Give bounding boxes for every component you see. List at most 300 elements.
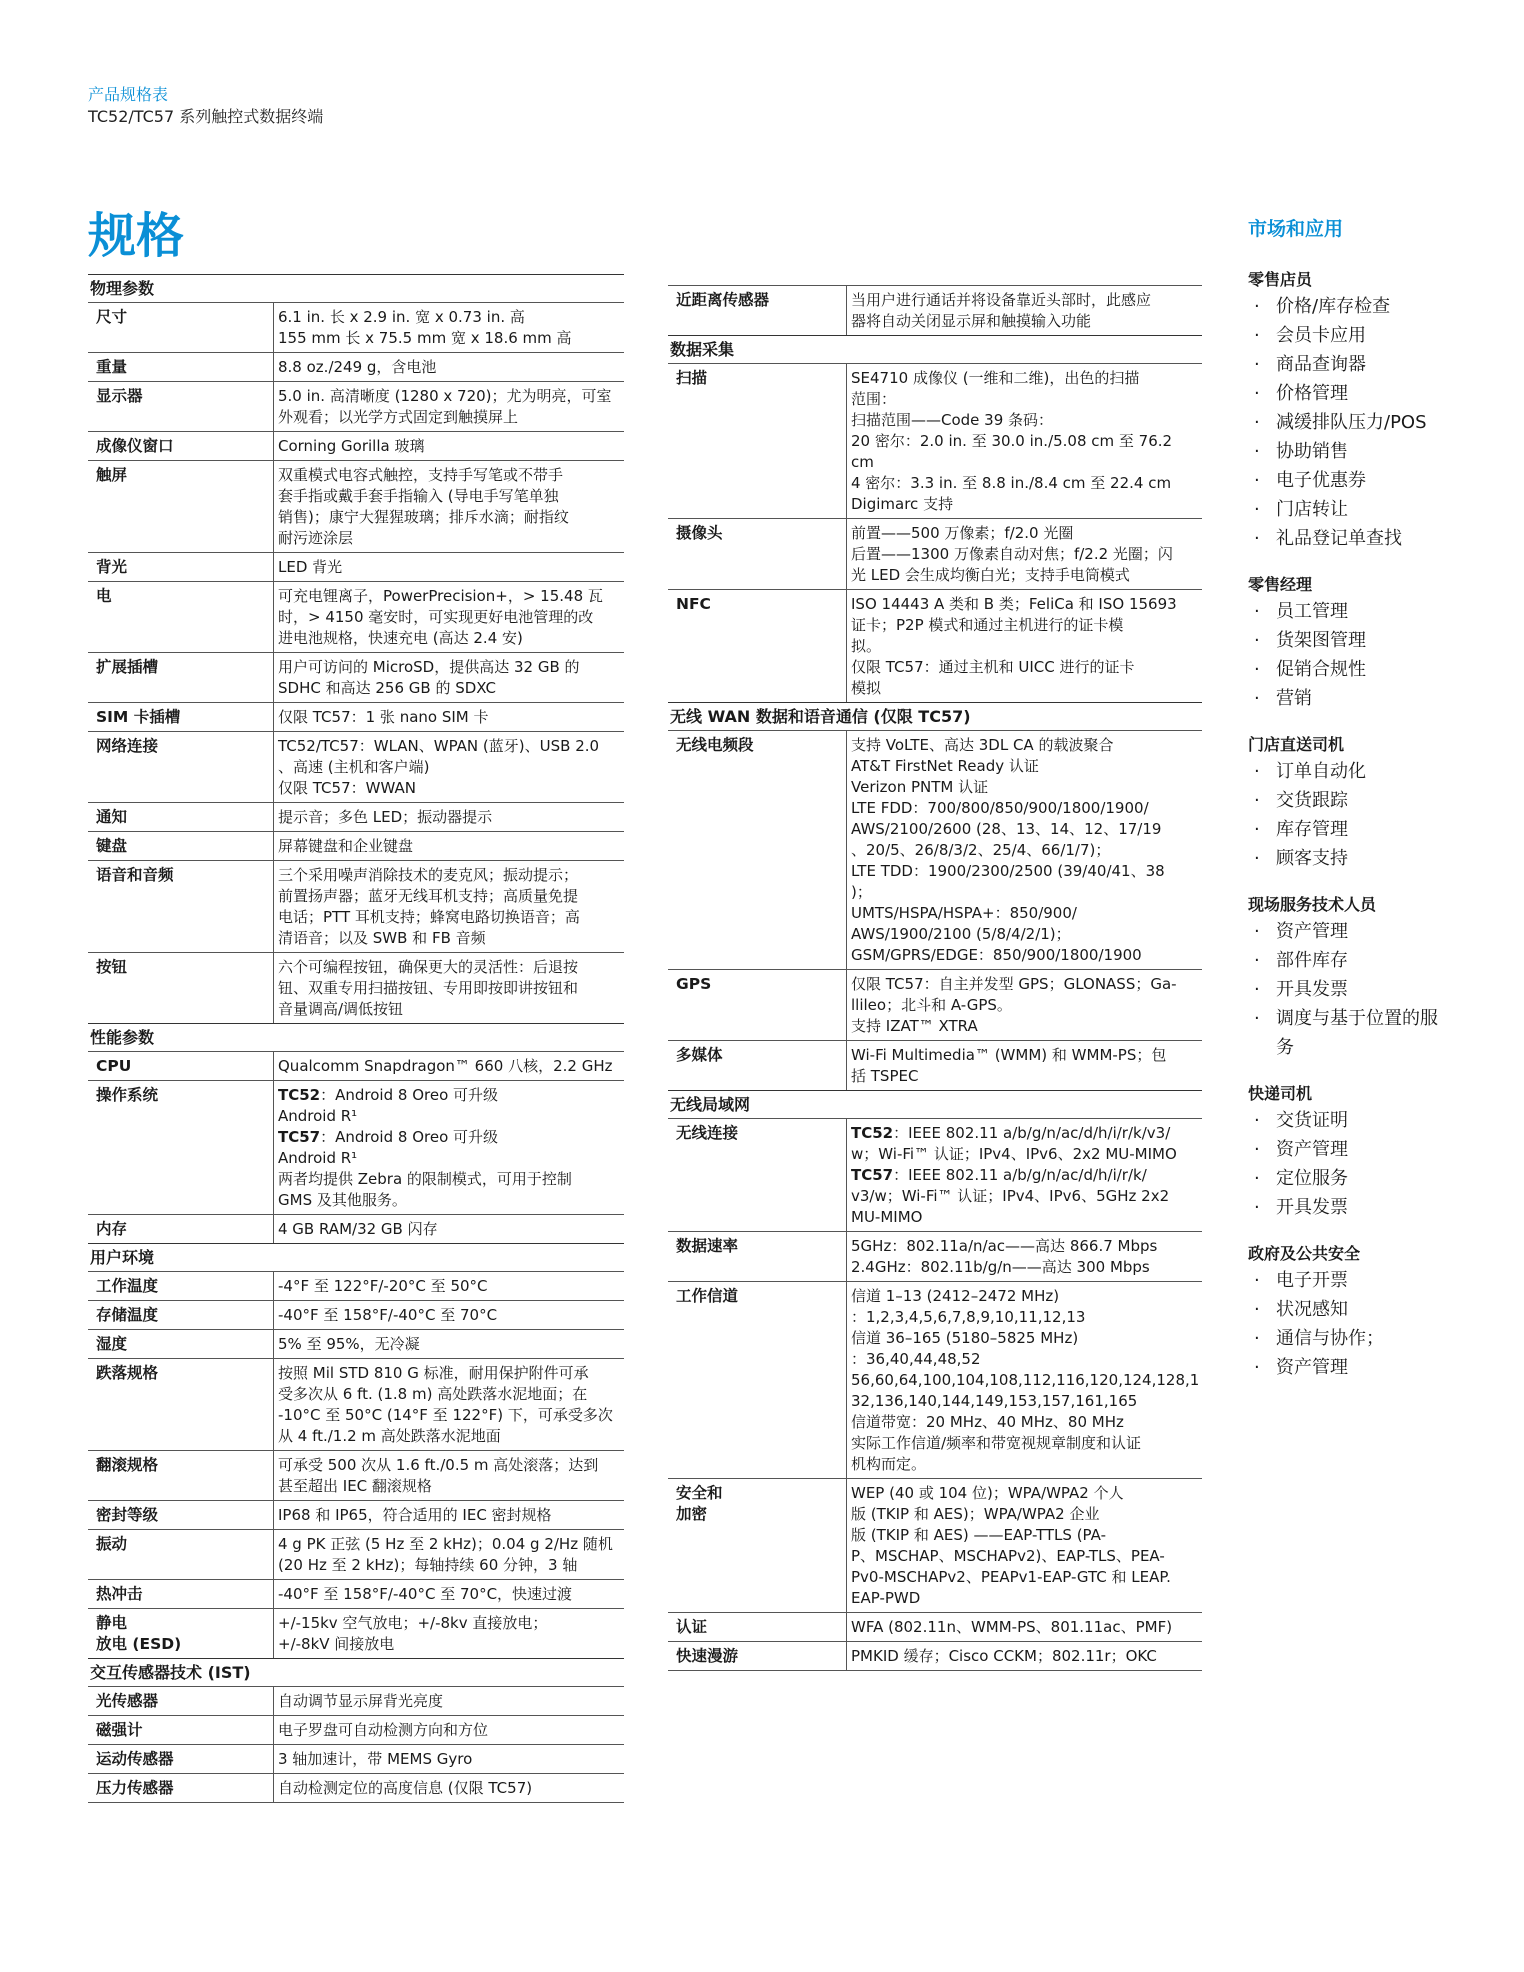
table-bottom-rule [88, 1802, 624, 1803]
spec-value-line: -10°C 至 50°C (14°F 至 122°F) 下，可承受多次 [278, 1406, 613, 1424]
spec-value-line: 前置扬声器；蓝牙无线耳机支持；高质量免提 [278, 887, 579, 905]
market-item [1248, 975, 1448, 1004]
spec-value-line: AWS/1900/2100 (5/8/4/2/1)； [851, 925, 1071, 943]
spec-value [273, 1716, 624, 1744]
spec-key: 通知 [96, 808, 128, 826]
spec-key: SIM 卡插槽 [96, 708, 181, 726]
spec-value-line: GMS 及其他服务。 [278, 1191, 407, 1209]
spec-row [668, 969, 1202, 1040]
spec-value-line: P、MSCHAP、MSCHAPv2)、EAP-TLS、PEA- [851, 1547, 1165, 1565]
spec-row [668, 730, 1202, 969]
spec-value-line: 两者均提供 Zebra 的限制模式，可用于控制 [278, 1170, 572, 1188]
market-item-label: 资产管理 [1276, 1357, 1348, 1378]
spec-row [88, 831, 624, 860]
spec-value-line: )； [851, 883, 872, 901]
spec-key: 扩展插槽 [96, 658, 159, 676]
spec-value [846, 1282, 1202, 1478]
spec-value-line: ISO 14443 A 类和 B 类；FeliCa 和 ISO 15693 [851, 595, 1177, 613]
spec-value-line: 8.8 oz./249 g，含电池 [278, 358, 437, 376]
spec-row [88, 1500, 624, 1529]
spec-key: 语音和音频 [96, 866, 174, 884]
spec-value [273, 803, 624, 831]
spec-key: 操作系统 [96, 1086, 159, 1104]
spec-value [273, 953, 624, 1023]
market-item-label: 订单自动化 [1276, 761, 1366, 782]
spec-value [846, 364, 1202, 518]
spec-value-line: Android R¹ [278, 1107, 358, 1125]
spec-value-line: UMTS/HSPA/HSPA+：850/900/ [851, 904, 1077, 922]
spec-value-line: 实际工作信道/频率和带宽视规章制度和认证 [851, 1434, 1142, 1452]
spec-value-line: 支持 IZAT™ XTRA [851, 1017, 978, 1035]
spec-value [846, 970, 1202, 1040]
bullet-icon: · [1254, 819, 1260, 840]
spec-value-line: Qualcomm Snapdragon™ 660 八核，2.2 GHz [278, 1057, 613, 1075]
spec-value-line: 自动检测定位的高度信息 (仅限 TC57) [278, 1779, 533, 1797]
spec-value-line: 外观看；以光学方式固定到触摸屏上 [278, 408, 519, 426]
spec-row [88, 302, 624, 352]
bullet-icon: · [1254, 412, 1260, 433]
spec-row [88, 1051, 624, 1080]
spec-key: 运动传感器 [96, 1750, 174, 1768]
spec-value-line: 信道 36–165 (5180–5825 MHz) [851, 1329, 1079, 1347]
spec-value-line: 双重模式电容式触控，支持手写笔或不带手 [278, 466, 564, 484]
spec-value-line: 钮、双重专用扫描按钮、专用即按即讲按钮和 [278, 979, 579, 997]
spec-value [273, 1745, 624, 1773]
spec-key: 键盘 [96, 837, 128, 855]
spec-value-line: AT&T FirstNet Ready 认证 [851, 757, 1039, 775]
spec-key: 近距离传感器 [676, 291, 770, 309]
bullet-icon: · [1254, 325, 1260, 346]
bullet-icon: · [1254, 1110, 1260, 1131]
spec-value-line: Android R¹ [278, 1149, 358, 1167]
spec-value [846, 1613, 1202, 1641]
spec-key: 网络连接 [96, 737, 159, 755]
spec-value-line: 仅限 TC57：1 张 nano SIM 卡 [278, 708, 489, 726]
spec-value-line: (20 Hz 至 2 kHz)；每轴持续 60 分钟，3 轴 [278, 1556, 578, 1574]
spec-value [846, 1479, 1202, 1612]
spec-key: CPU [96, 1057, 132, 1075]
spec-value-line: Corning Gorilla 玻璃 [278, 437, 425, 455]
spec-value [846, 731, 1202, 969]
market-item [1248, 495, 1448, 524]
market-item [1248, 1353, 1448, 1382]
spec-value [846, 1642, 1202, 1670]
market-group-title: 政府及公共安全 [1248, 1244, 1361, 1263]
market-item [1248, 815, 1448, 844]
bullet-icon: · [1254, 1357, 1260, 1378]
spec-value [273, 1330, 624, 1358]
market-item-label: 状况感知 [1276, 1299, 1348, 1320]
spec-value-line: ：1,2,3,4,5,6,7,8,9,10,11,12,13 [851, 1308, 1086, 1326]
market-item [1248, 466, 1448, 495]
market-item-label: 营销 [1276, 688, 1312, 709]
spec-value-line: ：36,40,44,48,52 [851, 1350, 981, 1368]
spec-row [668, 1040, 1202, 1090]
market-group [1248, 1082, 1448, 1222]
market-item-label: 商品查询器 [1276, 354, 1366, 375]
spec-value-line: 32,136,140,144,149,153,157,161,165 [851, 1392, 1138, 1410]
spec-value-line: 清语音；以及 SWB 和 FB 音频 [278, 929, 486, 947]
market-item [1248, 684, 1448, 713]
spec-key: 热冲击 [96, 1585, 143, 1603]
spec-row [668, 1231, 1202, 1281]
spec-key: 无线连接 [676, 1124, 739, 1142]
bullet-icon: · [1254, 1328, 1260, 1349]
spec-value-line: 音量调高/调低按钮 [278, 1000, 404, 1018]
spec-value-line: 甚至超出 IEC 翻滚规格 [278, 1477, 432, 1495]
spec-key: 成像仪窗口 [96, 437, 174, 455]
market-item [1248, 1193, 1448, 1222]
spec-value-line: Digimarc 支持 [851, 495, 954, 513]
bullet-icon: · [1254, 790, 1260, 811]
spec-column-right [668, 285, 1202, 1671]
spec-key: 翻滚规格 [96, 1456, 159, 1474]
spec-value-line: llileo；北斗和 A-GPS。 [851, 996, 1012, 1014]
spec-value [846, 286, 1202, 335]
market-item [1248, 917, 1448, 946]
bullet-icon: · [1254, 296, 1260, 317]
spec-value-line: 56,60,64,100,104,108,112,116,120,124,128,1 [851, 1371, 1200, 1389]
spec-key: 光传感器 [96, 1692, 159, 1710]
bullet-icon: · [1254, 499, 1260, 520]
spec-value-line: 可充电锂离子，PowerPrecision+，> 15.48 瓦 [278, 587, 603, 605]
bullet-icon: · [1254, 441, 1260, 462]
spec-value-line: 前置——500 万像素；f/2.0 光圈 [851, 524, 1074, 542]
market-item [1248, 437, 1448, 466]
market-group [1248, 893, 1448, 1062]
spec-value-line: v3/w；Wi-Fi™ 认证；IPv4、IPv6、5GHz 2x2 [851, 1187, 1170, 1205]
spec-row [668, 1478, 1202, 1612]
market-item-label: 价格/库存检查 [1276, 296, 1391, 317]
spec-value-line: 销售)；康宁大猩猩玻璃；排斥水滴；耐指纹 [278, 508, 569, 526]
market-item-label: 顾客支持 [1276, 848, 1348, 869]
market-item [1248, 321, 1448, 350]
spec-value-line: 提示音；多色 LED；振动器提示 [278, 808, 493, 826]
spec-value-line: 拟。 [851, 637, 882, 655]
market-item [1248, 1266, 1448, 1295]
spec-value-line: 4 GB RAM/32 GB 闪存 [278, 1220, 438, 1238]
bullet-icon: · [1254, 383, 1260, 404]
spec-value-line: 套手指或戴手套手指输入 (导电手写笔单独 [278, 487, 559, 505]
spec-value-line: 155 mm 长 x 75.5 mm 宽 x 18.6 mm 高 [278, 329, 572, 347]
bullet-icon: · [1254, 979, 1260, 1000]
spec-value-line: 仅限 TC57：自主并发型 GPS；GLONASS；Ga- [851, 975, 1177, 993]
spec-value [273, 1301, 624, 1329]
market-item [1248, 524, 1448, 553]
doc-type-label: 产品规格表 [88, 85, 169, 104]
spec-row [88, 352, 624, 381]
spec-value-line: 用户可访问的 MicroSD，提供高达 32 GB 的 [278, 658, 580, 676]
spec-row [88, 731, 624, 802]
section-heading: 用户环境 [88, 1243, 624, 1271]
spec-value-line: 括 TSPEC [851, 1067, 919, 1085]
market-item [1248, 1164, 1448, 1193]
market-item [1248, 655, 1448, 684]
spec-key: 多媒体 [676, 1046, 723, 1064]
bullet-icon: · [1254, 601, 1260, 622]
spec-value-line: 按照 Mil STD 810 G 标准，耐用保护附件可承 [278, 1364, 589, 1382]
spec-row [88, 1358, 624, 1450]
spec-value-line: TC52/TC57：WLAN、WPAN (蓝牙)、USB 2.0 [278, 737, 600, 755]
spec-value-line: -4°F 至 122°F/-20°C 至 50°C [278, 1277, 488, 1295]
spec-value-line: 屏幕键盘和企业键盘 [278, 837, 414, 855]
spec-value-line: 仅限 TC57：WWAN [278, 779, 416, 797]
spec-row [88, 1773, 624, 1802]
spec-key: 磁强计 [96, 1721, 143, 1739]
spec-value-line: 电子罗盘可自动检测方向和方位 [278, 1721, 489, 1739]
market-item-label: 员工管理 [1276, 601, 1348, 622]
spec-value-line: TC52：IEEE 802.11 a/b/g/n/ac/d/h/i/r/k/v3/ [851, 1124, 1171, 1142]
spec-value [273, 553, 624, 581]
bullet-icon: · [1254, 1168, 1260, 1189]
spec-value-line: 自动调节显示屏背光亮度 [278, 1692, 444, 1710]
spec-key: 安全和 加密 [676, 1484, 723, 1523]
spec-value-line: 20 密尔：2.0 in. 至 30.0 in./5.08 cm 至 76.2 [851, 432, 1173, 450]
market-item [1248, 292, 1448, 321]
spec-value-line: LTE TDD：1900/2300/2500 (39/40/41、38 [851, 862, 1165, 880]
market-item [1248, 597, 1448, 626]
spec-key: 振动 [96, 1535, 128, 1553]
spec-row [88, 952, 624, 1023]
spec-row [88, 1579, 624, 1608]
bullet-icon: · [1254, 659, 1260, 680]
spec-key: 湿度 [96, 1335, 128, 1353]
market-item [1248, 1295, 1448, 1324]
spec-value-line: 三个采用噪声消除技术的麦克风；振动提示； [278, 866, 579, 884]
spec-value-line: Wi-Fi Multimedia™ (WMM) 和 WMM-PS；包 [851, 1046, 1167, 1064]
spec-row [88, 581, 624, 652]
spec-row [88, 1329, 624, 1358]
market-item [1248, 1324, 1448, 1353]
bullet-icon: · [1254, 921, 1260, 942]
spec-value [273, 1081, 624, 1214]
spec-value [273, 1609, 624, 1658]
market-item [1248, 946, 1448, 975]
spec-value-line: 耐污迹涂层 [278, 529, 354, 547]
bullet-icon: · [1254, 354, 1260, 375]
spec-key: 背光 [96, 558, 128, 576]
spec-value [273, 703, 624, 731]
spec-value-line: WFA (802.11n、WMM-PS、801.11ac、PMF) [851, 1618, 1173, 1636]
spec-value-line: cm [851, 453, 874, 471]
spec-value-line: 范围： [851, 390, 897, 408]
market-item [1248, 626, 1448, 655]
spec-row [88, 1080, 624, 1214]
spec-value [273, 461, 624, 552]
spec-key: 快速漫游 [676, 1647, 739, 1665]
market-item-label: 资产管理 [1276, 1139, 1348, 1160]
spec-value-line: 机构而定。 [851, 1455, 927, 1473]
spec-value [273, 432, 624, 460]
spec-key: 压力传感器 [96, 1779, 174, 1797]
market-item [1248, 757, 1448, 786]
market-group-title: 零售经理 [1248, 575, 1313, 594]
spec-key: 显示器 [96, 387, 143, 405]
spec-value-line: TC52：Android 8 Oreo 可升级 [278, 1086, 499, 1104]
spec-value-line: SE4710 成像仪 (一维和二维)，出色的扫描 [851, 369, 1140, 387]
spec-value [846, 1232, 1202, 1281]
spec-key: 工作信道 [676, 1287, 739, 1305]
bullet-icon: · [1254, 688, 1260, 709]
spec-row [88, 1271, 624, 1300]
spec-value [273, 1272, 624, 1300]
spec-key: 摄像头 [676, 524, 723, 542]
spec-value-line: TC57：Android 8 Oreo 可升级 [278, 1128, 499, 1146]
bullet-icon: · [1254, 761, 1260, 782]
spec-key: 工作温度 [96, 1277, 159, 1295]
spec-value-line: 可承受 500 次从 1.6 ft./0.5 m 高处滚落；达到 [278, 1456, 599, 1474]
spec-value-line: 六个可编程按钮，确保更大的灵活性：后退按 [278, 958, 579, 976]
spec-key: 密封等级 [96, 1506, 159, 1524]
spec-value-line: 5% 至 95%，无冷凝 [278, 1335, 420, 1353]
spec-value-line: EAP-PWD [851, 1589, 921, 1607]
spec-value-line: Pv0-MSCHAPv2、PEAPv1-EAP-GTC 和 LEAP. [851, 1568, 1171, 1586]
market-group [1248, 573, 1448, 713]
spec-value [273, 732, 624, 802]
spec-value-line: 5GHz：802.11a/n/ac——高达 866.7 Mbps [851, 1237, 1158, 1255]
spec-value [273, 1215, 624, 1243]
market-item [1248, 786, 1448, 815]
spec-row [88, 1686, 624, 1715]
spec-key: 无线电频段 [676, 736, 754, 754]
market-item-label: 资产管理 [1276, 921, 1348, 942]
market-item-label: 电子优惠券 [1276, 470, 1366, 491]
spec-value-line: 模拟 [851, 679, 882, 697]
spec-column-left [88, 274, 624, 1803]
spec-row [88, 802, 624, 831]
market-item [1248, 408, 1448, 437]
spec-value-line: 进电池规格，快速充电 (高达 2.4 安) [278, 629, 523, 647]
spec-value-line: 光 LED 会生成均衡白光；支持手电筒模式 [851, 566, 1130, 584]
markets-sidebar [1248, 216, 1448, 1402]
market-item-label: 开具发票 [1276, 1197, 1348, 1218]
spec-key: 数据速率 [676, 1237, 739, 1255]
spec-row [668, 518, 1202, 589]
bullet-icon: · [1254, 848, 1260, 869]
spec-row [88, 552, 624, 581]
spec-key: 重量 [96, 358, 128, 376]
spec-row [88, 381, 624, 431]
spec-value-line: LTE FDD：700/800/850/900/1800/1900/ [851, 799, 1149, 817]
spec-row [88, 702, 624, 731]
market-item-label: 减缓排队压力/POS [1276, 412, 1427, 433]
section-heading: 无线局域网 [668, 1090, 1202, 1118]
spec-value-line: 、高速 (主机和客户端) [278, 758, 430, 776]
spec-key: 按钮 [96, 958, 128, 976]
spec-row [88, 1450, 624, 1500]
spec-value-line: GSM/GPRS/EDGE：850/900/1800/1900 [851, 946, 1142, 964]
spec-row [88, 1214, 624, 1243]
spec-row [88, 1300, 624, 1329]
bullet-icon: · [1254, 1299, 1260, 1320]
spec-value-line: 版 (TKIP 和 AES) ——EAP-TTLS (PA- [851, 1526, 1106, 1544]
spec-key: 跌落规格 [96, 1364, 159, 1382]
spec-value-line: PMKID 缓存；Cisco CCKM；802.11r；OKC [851, 1647, 1157, 1665]
spec-row [88, 1608, 624, 1658]
spec-row [88, 460, 624, 552]
market-item-label: 库存管理 [1276, 819, 1348, 840]
spec-value [273, 1501, 624, 1529]
spec-value-line: 4 g PK 正弦 (5 Hz 至 2 kHz)；0.04 g 2/Hz 随机 [278, 1535, 613, 1553]
spec-row [668, 1281, 1202, 1478]
market-group-title: 现场服务技术人员 [1248, 895, 1377, 914]
spec-value-line: 2.4GHz：802.11b/g/n——高达 300 Mbps [851, 1258, 1150, 1276]
spec-value-line: 电话；PTT 耳机支持；蜂窝电路切换语音；高 [278, 908, 580, 926]
spec-value-line: 仅限 TC57：通过主机和 UICC 进行的证卡 [851, 658, 1135, 676]
spec-value [273, 832, 624, 860]
spec-value-line: IP68 和 IP65，符合适用的 IEC 密封规格 [278, 1506, 552, 1524]
page-header [88, 84, 323, 128]
spec-row [88, 652, 624, 702]
sidebar-groups [1248, 268, 1448, 1382]
spec-key: 内存 [96, 1220, 128, 1238]
spec-row [88, 431, 624, 460]
spec-row [88, 860, 624, 952]
spec-key: 扫描 [676, 369, 708, 387]
market-item [1248, 1106, 1448, 1135]
spec-row [668, 1118, 1202, 1231]
spec-value-line: WEP (40 或 104 位)；WPA/WPA2 个人 [851, 1484, 1124, 1502]
spec-key: NFC [676, 595, 711, 613]
spec-key: GPS [676, 975, 712, 993]
bullet-icon: · [1254, 950, 1260, 971]
bullet-icon: · [1254, 528, 1260, 549]
spec-value [273, 1580, 624, 1608]
market-item-label: 通信与协作； [1276, 1328, 1384, 1349]
section-heading: 数据采集 [668, 335, 1202, 363]
spec-value-line: 3 轴加速计，带 MEMS Gyro [278, 1750, 473, 1768]
spec-value [273, 1687, 624, 1715]
market-group-title: 快递司机 [1248, 1084, 1313, 1103]
market-item [1248, 1004, 1448, 1062]
spec-value [846, 1041, 1202, 1090]
spec-row [668, 589, 1202, 702]
market-item-label: 调度与基于位置的服务 [1276, 1008, 1438, 1058]
spec-row [668, 1612, 1202, 1641]
spec-value-line: 5.0 in. 高清晰度 (1280 x 720)；尤为明亮，可室 [278, 387, 612, 405]
market-group [1248, 733, 1448, 873]
spec-value-line: TC57：IEEE 802.11 a/b/g/n/ac/d/h/i/r/k/ [851, 1166, 1147, 1184]
spec-value-line: 器将自动关闭显示屏和触摸输入功能 [851, 312, 1092, 330]
bullet-icon: · [1254, 470, 1260, 491]
market-group [1248, 1242, 1448, 1382]
spec-value-line: LED 背光 [278, 558, 343, 576]
spec-value-line: -40°F 至 158°F/-40°C 至 70°C [278, 1306, 498, 1324]
bullet-icon: · [1254, 1197, 1260, 1218]
section-heading: 物理参数 [88, 274, 624, 302]
market-item-label: 交货跟踪 [1276, 790, 1348, 811]
spec-value [273, 1451, 624, 1500]
spec-value-line: 信道带宽：20 MHz、40 MHz、80 MHz [851, 1413, 1124, 1431]
market-group [1248, 268, 1448, 553]
bullet-icon: · [1254, 1139, 1260, 1160]
market-item-label: 货架图管理 [1276, 630, 1366, 651]
spec-value [846, 590, 1202, 702]
market-group-title: 门店直送司机 [1248, 735, 1345, 754]
spec-value-line: -40°F 至 158°F/-40°C 至 70°C，快速过渡 [278, 1585, 573, 1603]
spec-value-line: SDHC 和高达 256 GB 的 SDXC [278, 679, 496, 697]
spec-value [273, 861, 624, 952]
spec-value [273, 1359, 624, 1450]
market-item [1248, 350, 1448, 379]
spec-value [273, 1774, 624, 1802]
market-item-label: 部件库存 [1276, 950, 1348, 971]
spec-value-line: 、20/5、26/8/3/2、25/4、66/1/7)； [851, 841, 1111, 859]
spec-value-line: +/-8kV 间接放电 [278, 1635, 395, 1653]
spec-value [273, 353, 624, 381]
market-item [1248, 379, 1448, 408]
spec-value-line: 6.1 in. 长 x 2.9 in. 宽 x 0.73 in. 高 [278, 308, 525, 326]
